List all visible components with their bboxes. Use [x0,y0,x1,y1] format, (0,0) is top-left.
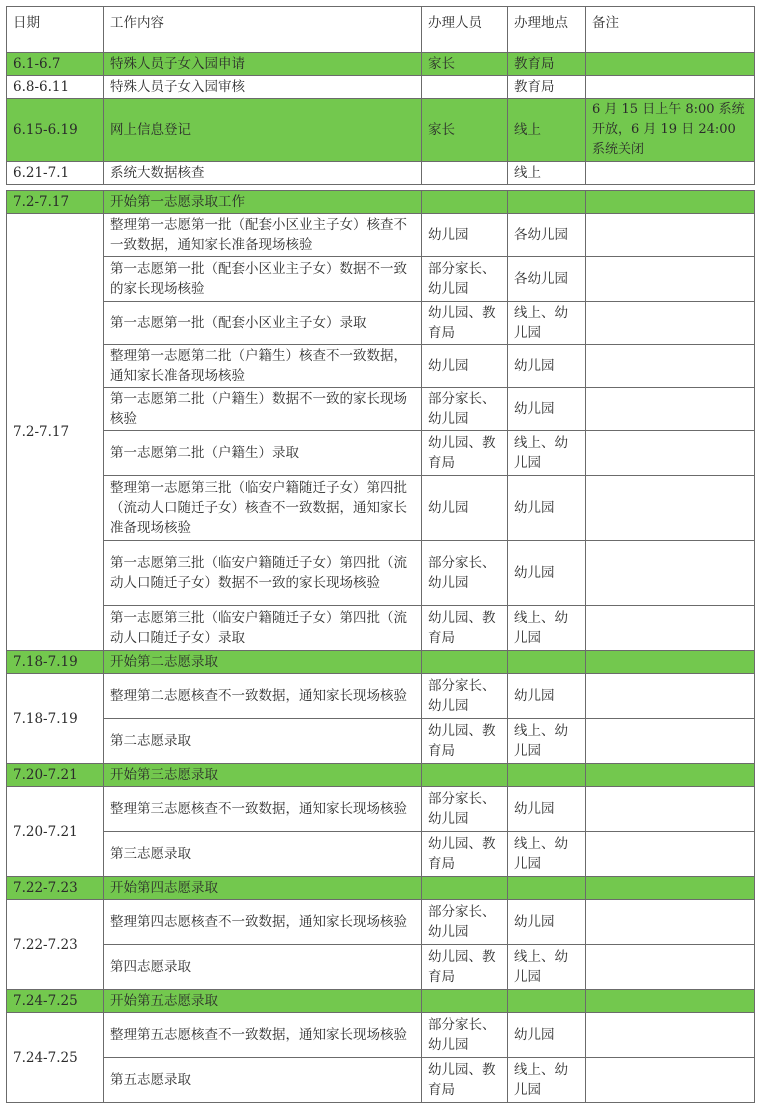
place-cell: 各幼儿园 [508,214,586,257]
place-cell: 幼儿园 [508,787,586,832]
table-row [7,1058,755,1103]
header-date: 日期 [7,7,104,53]
work-cell: 第一志愿第三批（临安户籍随迁子女）第四批（流动人口随迁子女）数据不一致的家长现场核验 [104,541,422,606]
table-row [7,257,755,302]
work-cell: 网上信息登记 [104,99,422,162]
work-cell: 特殊人员子女入园审核 [104,76,422,99]
header-note: 备注 [586,7,755,53]
note-cell [586,900,755,945]
section-date: 7.24-7.25 [7,990,104,1013]
section-staff-empty [422,191,508,214]
section-staff-empty [422,764,508,787]
note-cell [586,476,755,541]
table-row [7,900,755,945]
staff-cell: 部分家长、幼儿园 [422,541,508,606]
work-cell: 整理第三志愿核查不一致数据，通知家长现场核验 [104,787,422,832]
place-cell: 幼儿园 [508,388,586,431]
place-cell: 各幼儿园 [508,257,586,302]
staff-cell: 幼儿园 [422,214,508,257]
header-work: 工作内容 [104,7,422,53]
note-cell [586,541,755,606]
header-row [7,7,755,53]
note-cell [586,431,755,476]
note-cell [586,162,755,185]
section-header-row [7,191,755,214]
note-cell [586,1013,755,1058]
work-cell: 第五志愿录取 [104,1058,422,1103]
staff-cell: 幼儿园、教育局 [422,302,508,345]
table-row [7,162,755,185]
place-cell: 线上 [508,99,586,162]
note-cell [586,257,755,302]
staff-cell: 家长 [422,53,508,76]
section-place-empty [508,191,586,214]
note-cell: 6 月 15 日上午 8:00 系统开放，6 月 19 日 24:00 系统关闭 [586,99,755,162]
date-cell: 6.21-7.1 [7,162,104,185]
work-cell: 第一志愿第二批（户籍生）录取 [104,431,422,476]
place-cell: 线上、幼儿园 [508,431,586,476]
work-cell: 第一志愿第一批（配套小区业主子女）录取 [104,302,422,345]
note-cell [586,719,755,764]
date-cell: 7.18-7.19 [7,674,104,764]
table-row [7,302,755,345]
work-cell: 第一志愿第三批（临安户籍随迁子女）第四批（流动人口随迁子女）录取 [104,606,422,651]
section-place-empty [508,764,586,787]
place-cell: 线上、幼儿园 [508,302,586,345]
place-cell: 线上、幼儿园 [508,719,586,764]
work-cell: 第一志愿第二批（户籍生）数据不一致的家长现场核验 [104,388,422,431]
note-cell [586,388,755,431]
place-cell: 教育局 [508,53,586,76]
place-cell: 线上 [508,162,586,185]
place-cell: 幼儿园 [508,1013,586,1058]
header-staff: 办理人员 [422,7,508,53]
staff-cell: 幼儿园 [422,476,508,541]
section-date: 7.2-7.17 [7,191,104,214]
section-note-empty [586,990,755,1013]
table-row [7,99,755,162]
section-title: 开始第五志愿录取 [104,990,422,1013]
staff-cell: 部分家长、幼儿园 [422,787,508,832]
staff-cell [422,162,508,185]
table-row [7,388,755,431]
table-row [7,431,755,476]
section-title: 开始第二志愿录取 [104,651,422,674]
staff-cell: 幼儿园 [422,345,508,388]
section-staff-empty [422,651,508,674]
note-cell [586,1058,755,1103]
section-date: 7.18-7.19 [7,651,104,674]
place-cell: 线上、幼儿园 [508,945,586,990]
section-date: 7.20-7.21 [7,764,104,787]
place-cell: 线上、幼儿园 [508,1058,586,1103]
work-cell: 整理第二志愿核查不一致数据，通知家长现场核验 [104,674,422,719]
note-cell [586,76,755,99]
note-cell [586,214,755,257]
section-header-row [7,651,755,674]
section-staff-empty [422,877,508,900]
note-cell [586,345,755,388]
work-cell: 第三志愿录取 [104,832,422,877]
staff-cell: 幼儿园、教育局 [422,1058,508,1103]
note-cell [586,787,755,832]
place-cell: 线上、幼儿园 [508,832,586,877]
date-cell: 7.24-7.25 [7,1013,104,1103]
place-cell: 教育局 [508,76,586,99]
staff-cell: 幼儿园、教育局 [422,719,508,764]
staff-cell: 幼儿园、教育局 [422,832,508,877]
section-title: 开始第一志愿录取工作 [104,191,422,214]
work-cell: 第二志愿录取 [104,719,422,764]
note-cell [586,674,755,719]
section-place-empty [508,877,586,900]
place-cell: 幼儿园 [508,900,586,945]
table-row [7,719,755,764]
section-header-row [7,877,755,900]
work-cell: 整理第一志愿第一批（配套小区业主子女）核查不一致数据，通知家长准备现场核验 [104,214,422,257]
table-row [7,345,755,388]
work-cell: 第一志愿第一批（配套小区业主子女）数据不一致的家长现场核验 [104,257,422,302]
table-row [7,787,755,832]
date-cell: 6.1-6.7 [7,53,104,76]
staff-cell: 部分家长、幼儿园 [422,388,508,431]
work-cell: 整理第五志愿核查不一致数据，通知家长现场核验 [104,1013,422,1058]
place-cell: 幼儿园 [508,345,586,388]
staff-cell: 家长 [422,99,508,162]
staff-cell: 幼儿园、教育局 [422,945,508,990]
section-note-empty [586,764,755,787]
date-cell: 7.2-7.17 [7,214,104,651]
section-place-empty [508,651,586,674]
work-cell: 第四志愿录取 [104,945,422,990]
note-cell [586,832,755,877]
table-row [7,76,755,99]
staff-cell: 部分家长、幼儿园 [422,257,508,302]
date-cell: 7.22-7.23 [7,900,104,990]
staff-cell: 部分家长、幼儿园 [422,1013,508,1058]
staff-cell: 部分家长、幼儿园 [422,900,508,945]
table-row [7,53,755,76]
table-row [7,606,755,651]
section-title: 开始第四志愿录取 [104,877,422,900]
note-cell [586,945,755,990]
table-row [7,476,755,541]
date-cell: 6.8-6.11 [7,76,104,99]
section-note-empty [586,877,755,900]
section-header-row [7,990,755,1013]
header-place: 办理地点 [508,7,586,53]
staff-cell: 幼儿园、教育局 [422,606,508,651]
table-row [7,541,755,606]
table-row [7,674,755,719]
section-staff-empty [422,990,508,1013]
section-place-empty [508,990,586,1013]
section-header-row [7,764,755,787]
note-cell [586,606,755,651]
staff-cell [422,76,508,99]
section-date: 7.22-7.23 [7,877,104,900]
enrollment-schedule [6,6,754,1103]
table-row [7,832,755,877]
note-cell [586,302,755,345]
section-note-empty [586,191,755,214]
table-row [7,945,755,990]
note-cell [586,53,755,76]
section-title: 开始第三志愿录取 [104,764,422,787]
work-cell: 整理第四志愿核查不一致数据，通知家长现场核验 [104,900,422,945]
staff-cell: 部分家长、幼儿园 [422,674,508,719]
work-cell: 特殊人员子女入园申请 [104,53,422,76]
work-cell: 整理第一志愿第三批（临安户籍随迁子女）第四批（流动人口随迁子女）核查不一致数据，通知家长准备现场核验 [104,476,422,541]
work-cell: 系统大数据核查 [104,162,422,185]
work-cell: 整理第一志愿第二批（户籍生）核查不一致数据，通知家长准备现场核验 [104,345,422,388]
place-cell: 幼儿园 [508,476,586,541]
date-cell: 6.15-6.19 [7,99,104,162]
section-note-empty [586,651,755,674]
place-cell: 幼儿园 [508,541,586,606]
schedule-table [6,6,755,1103]
date-cell: 7.20-7.21 [7,787,104,877]
table-row [7,214,755,257]
place-cell: 幼儿园 [508,674,586,719]
place-cell: 线上、幼儿园 [508,606,586,651]
staff-cell: 幼儿园、教育局 [422,431,508,476]
table-row [7,1013,755,1058]
